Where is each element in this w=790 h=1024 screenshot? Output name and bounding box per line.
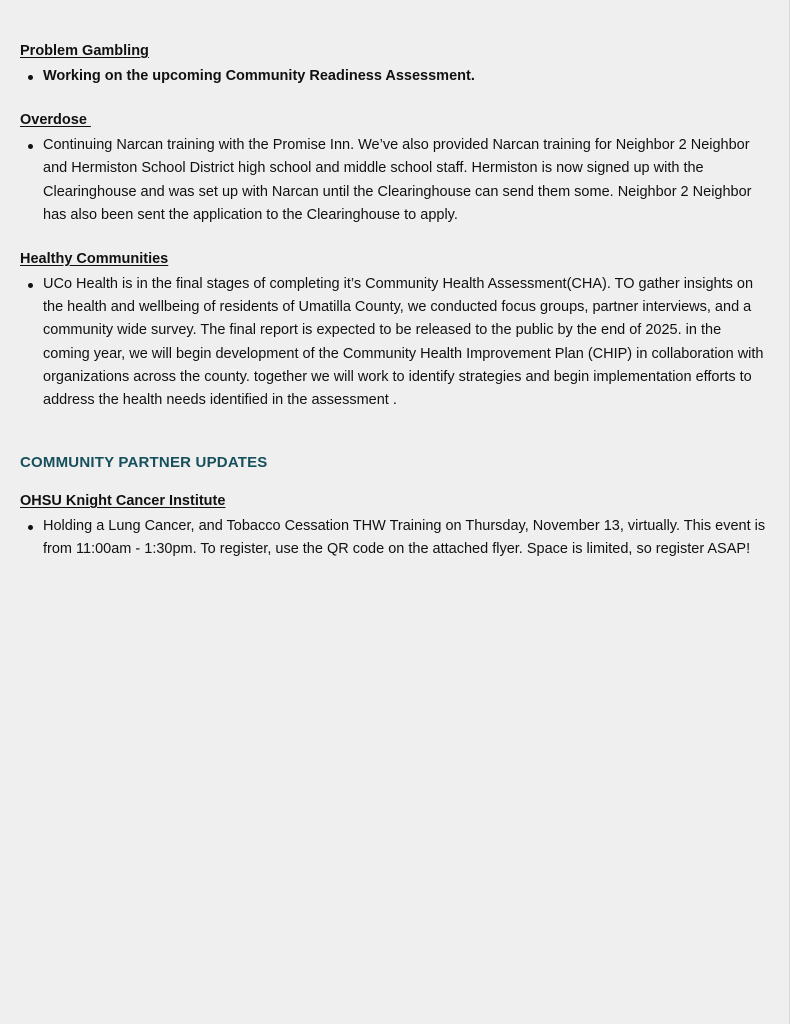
- section-ohsu-knight-cancer-institute: [20, 492, 770, 561]
- list-item: Continuing Narcan training with the Promise Inn. We’ve also provided Narcan training for Neighbor 2 Neighbor and Hermiston School District high school and middle school staff. Hermiston is now signed up with the Clearinghouse and was set up with Narcan until the Clearinghouse can send them some. Neighbor 2 Neighbor has also been sent the application to the Clearinghouse to apply.: [43, 134, 770, 227]
- bullet-list: [20, 65, 770, 88]
- section-healthy-communities: [20, 250, 770, 412]
- section-overdose: [20, 111, 770, 227]
- bullet-list: [20, 134, 770, 227]
- section-heading: Healthy Communities: [20, 251, 169, 268]
- list-item: Holding a Lung Cancer, and Tobacco Cessation THW Training on Thursday, November 13, virtually. This event is from 11:00am - 1:30pm. To register, use the QR code on the attached flyer. Space is limited, so register ASAP!: [43, 515, 770, 561]
- bullet-list: [20, 273, 770, 412]
- bullet-list: [20, 515, 770, 561]
- list-item: Working on the upcoming Community Readiness Assessment.: [43, 65, 770, 88]
- community-partner-updates-title: COMMUNITY PARTNER UPDATES: [20, 454, 268, 472]
- section-heading: Problem Gambling: [20, 43, 149, 59]
- section-heading: Overdose: [20, 112, 91, 129]
- section-problem-gambling: [20, 42, 770, 88]
- list-item: UCo Health is in the final stages of completing it’s Community Health Assessment(CHA). TO gather insights on the health and wellbeing of residents of Umatilla County, we conducted focus groups, partner interviews, and a community wide survey. The final report is expected to be released to the public by the end of 2025. in the coming year, we will begin development of the Community Health Improvement Plan (CHIP) in collaboration with organizations across the county. together we will work to identify strategies and begin implementation efforts to address the health needs identified in the assessment .: [43, 273, 770, 412]
- section-heading: OHSU Knight Cancer Institute: [20, 493, 226, 510]
